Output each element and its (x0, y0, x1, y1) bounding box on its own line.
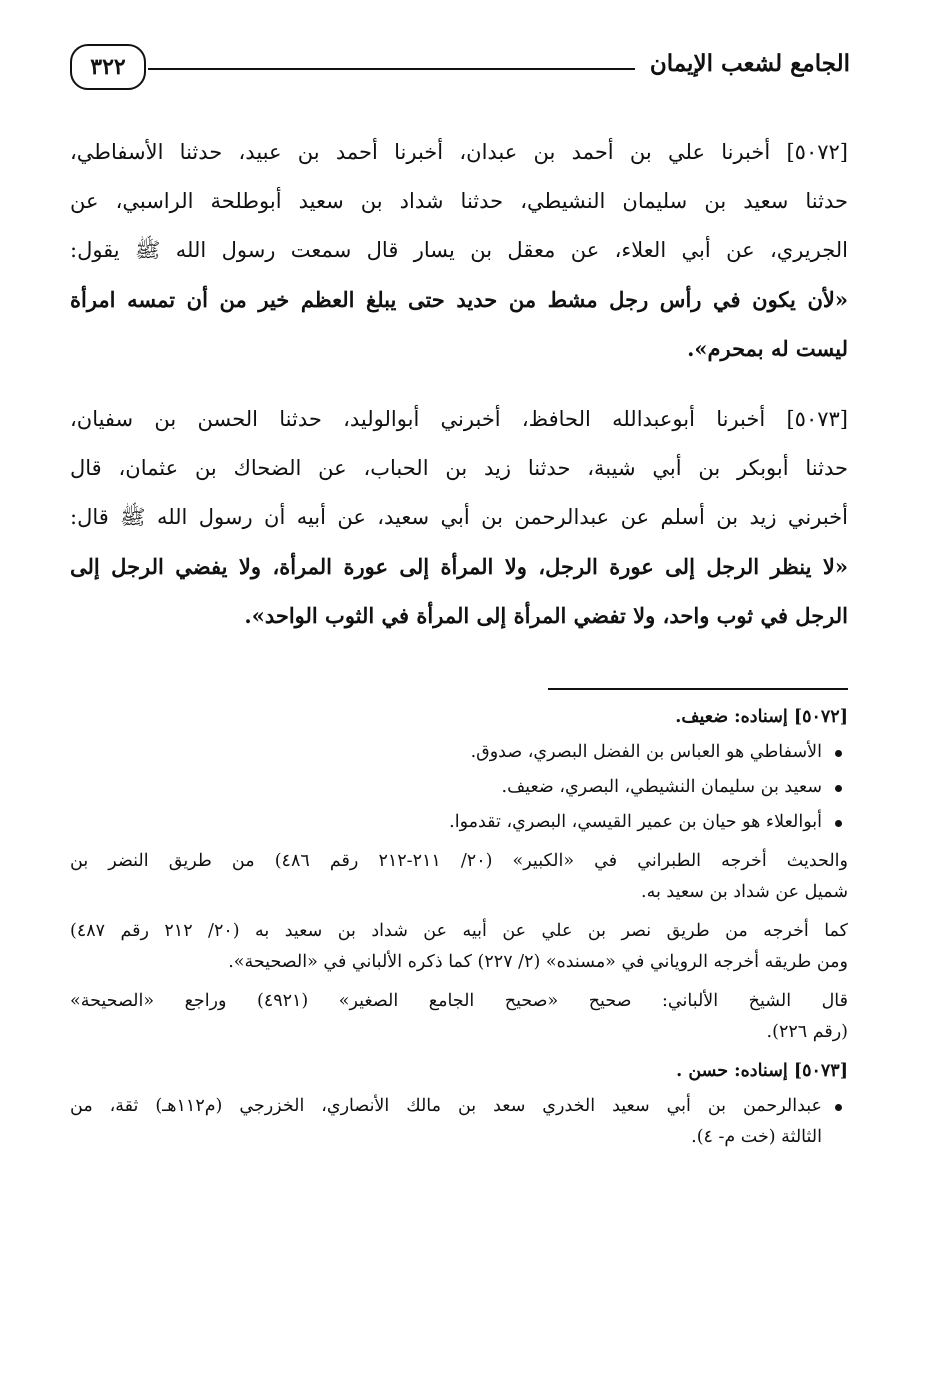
footnote-line: كما أخرجه من طريق نصر بن علي عن أبيه عن شداد بن سعيد به (٢٠/ ٢١٢ رقم ٤٨٧) (70, 921, 848, 941)
page-number: ٣٢٢ (70, 44, 146, 90)
footnote-line: والحديث أخرجه الطبراني في «الكبير» (٢٠/ ٢١١-٢١٢ رقم ٤٨٦) من طريق النضر بن (70, 851, 848, 871)
hadith-matn-line: «لأن يكون في رأس رجل مشط من حديد حتى يبلغ العظم خير من أن تمسه امرأة (70, 287, 848, 312)
footnotes (70, 702, 848, 1153)
footnote-line: شميل عن شداد بن سعيد به. (641, 882, 848, 902)
footnote-line: قال الشيخ الألباني: صحيح «صحيح الجامع الصغير» (٤٩٢١) وراجع «الصحيحة» (70, 991, 848, 1011)
footnote-bullet (70, 772, 848, 803)
footnote-line: الثالثة (خت م- ٤). (691, 1127, 822, 1147)
header-rule (148, 68, 635, 70)
bullet-text: الأسفاطي هو العباس بن الفضل البصري، صدوق. (470, 742, 822, 762)
bullet-text: عبدالرحمن بن أبي سعيد الخدري سعد بن مالك الأنصاري، الخزرجي (م١١٢هـ) ثقة، من (70, 1096, 822, 1116)
text-line: أخبرني زيد بن أسلم عن عبدالرحمن بن أبي سعيد، عن أبيه أن رسول الله ﷺ قال: (70, 505, 848, 529)
hadith-5072 (70, 128, 848, 373)
text-line: حدثنا سعيد بن سليمان النشيطي، حدثنا شداد بن سعيد أبوطلحة الراسبي، عن (70, 189, 848, 213)
footnote-separator (548, 688, 848, 690)
bullet-icon (835, 1104, 842, 1111)
footnote-bullet (70, 737, 848, 768)
hadith-matn-line: ليست له بمحرم». (687, 336, 848, 361)
footnote-bullet (70, 1091, 848, 1122)
footnote-heading: [٥٠٧٢] إسناده: ضعيف. (675, 707, 848, 727)
footnote-line: ومن طريقه أخرجه الروياني في «مسنده» (٢/ ٢٢٧) كما ذكره الألباني في «الصحيحة». (228, 952, 848, 972)
text-line: حدثنا أبوبكر بن أبي شيبة، حدثنا زيد بن الحباب، عن الضحاك بن عثمان، قال (70, 456, 848, 480)
main-text (70, 128, 848, 662)
book-title: الجامع لشعب الإيمان (649, 50, 850, 77)
text-line: [٥٠٧٢] أخبرنا علي بن أحمد بن عبدان، أخبرنا أحمد بن عبيد، حدثنا الأسفاطي، (70, 140, 848, 164)
bullet-text: سعيد بن سليمان النشيطي، البصري، ضعيف. (501, 777, 822, 797)
text-line: [٥٠٧٣] أخبرنا أبوعبدالله الحافظ، أخبرني أبوالوليد، حدثنا الحسن بن سفيان، (70, 407, 848, 431)
hadith-matn-line: «لا ينظر الرجل إلى عورة الرجل، ولا المرأة إلى عورة المرأة، ولا يفضي الرجل إلى (70, 554, 848, 579)
page-header (70, 44, 850, 100)
text-line: الجريري، عن أبي العلاء، عن معقل بن يسار قال سمعت رسول الله ﷺ يقول: (70, 238, 848, 262)
bullet-icon (835, 750, 842, 757)
footnote-bullet (70, 807, 848, 838)
footnote-heading: [٥٠٧٣] إسناده: حسن . (676, 1061, 848, 1081)
footnote-line: (رقم ٢٢٦). (766, 1022, 848, 1042)
bullet-icon (835, 785, 842, 792)
bullet-icon (835, 820, 842, 827)
bullet-text: أبوالعلاء هو حيان بن عمير القيسي، البصري، تقدموا. (449, 812, 822, 832)
hadith-matn-line: الرجل في ثوب واحد، ولا تفضي المرأة إلى المرأة في الثوب الواحد». (244, 603, 848, 628)
hadith-5073 (70, 395, 848, 640)
